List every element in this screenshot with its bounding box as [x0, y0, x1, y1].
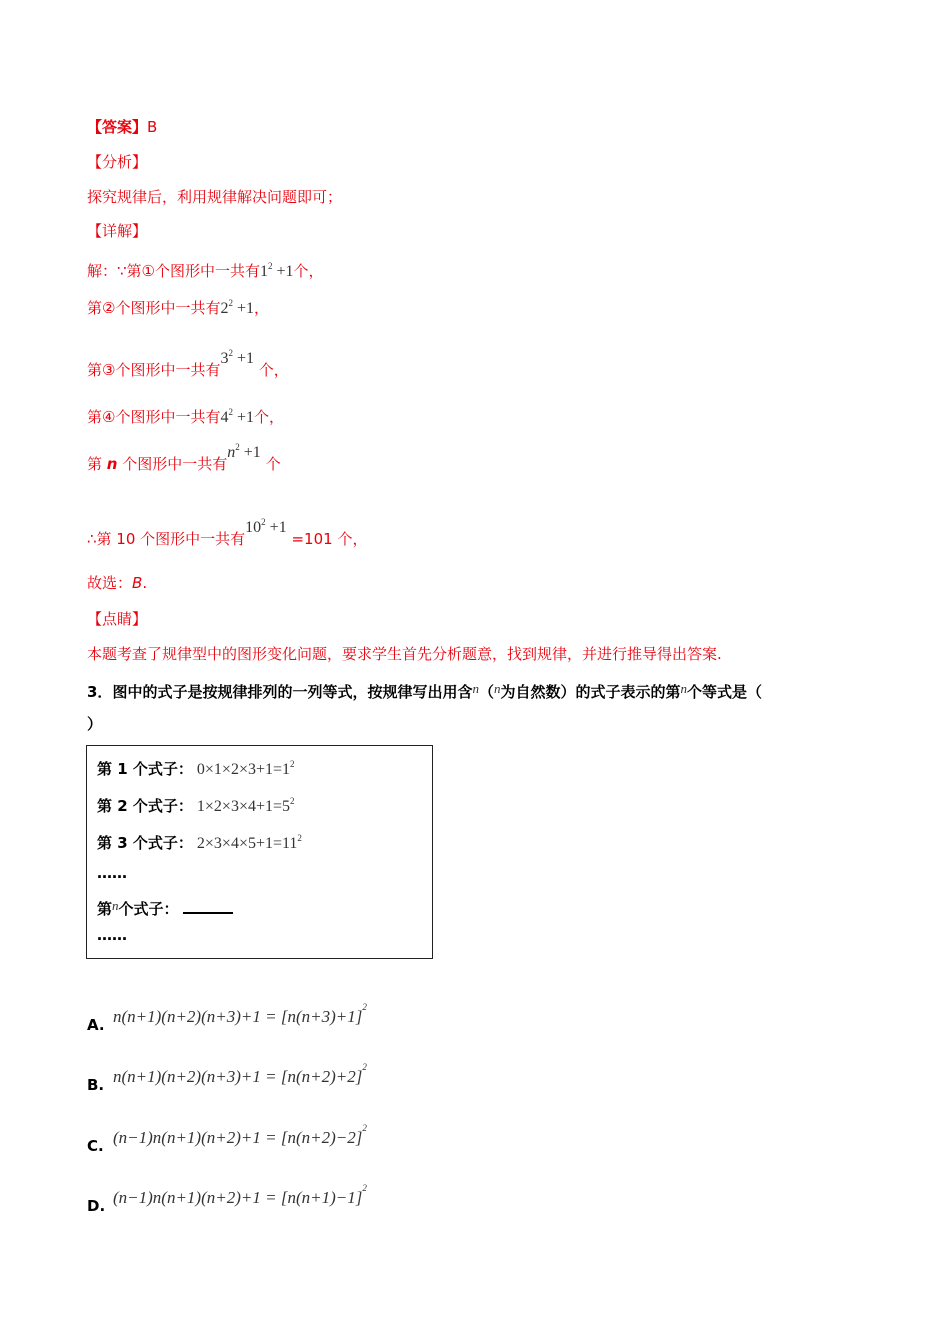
- pattern-row-n: 第n个式子：: [97, 898, 233, 919]
- pattern-row-3: 第 3 个式子： $2\times 3\times 4\times 5+1=11^2$: [97, 833, 302, 852]
- question-stem-end: ）: [87, 715, 103, 733]
- math-expression: $0\times 1\times 2\times 3+1=1^2$: [196, 759, 295, 778]
- comment-text: 本题考查了规律型中的图形变化问题，要求学生首先分析题意，找到规律，并进行推导得出答案.: [87, 645, 722, 663]
- question-stem: 3．图中的式子是按规律排列的一列等式，按规律写出用含n（n为自然数）的式子表示的第n个等式是（: [87, 681, 762, 701]
- conclusion-line: 故选：B.: [87, 574, 148, 592]
- pattern-row-1: 第 1 个式子： $0\times 1\times 2\times 3+1=1^2$: [97, 759, 295, 778]
- option-formula: $(n-1)n(n+1)(n+2)+1 = [n(n+1)-1]^2$: [113, 1183, 367, 1207]
- detail-line-2: 第②个图形中一共有$2^2 +1$，: [87, 298, 269, 317]
- detail-label: 【详解】: [87, 222, 148, 240]
- option-label: B.: [87, 1076, 105, 1094]
- math-expression: $2\times 3\times 4\times 5+1=11^2$: [196, 833, 302, 852]
- math-expression: $2^2 +1$: [220, 298, 254, 317]
- option-formula: $(n-1)n(n+1)(n+2)+1 = [n(n+2)-2]^2$: [113, 1123, 367, 1147]
- option-c[interactable]: [87, 1123, 367, 1155]
- option-label: D.: [87, 1197, 106, 1215]
- option-formula: $n(n+1)(n+2)(n+3)+1 = [n(n+2)+2]^2$: [113, 1062, 367, 1086]
- option-label: A.: [87, 1016, 105, 1034]
- detail-line-4: 第④个图形中一共有$4^2 +1$个，: [87, 407, 284, 426]
- comment-label: 【点睛】: [87, 610, 148, 628]
- option-a[interactable]: [87, 1002, 367, 1034]
- math-expression: $1^2 +1$: [260, 261, 294, 280]
- math-expression: $4^2 +1$: [220, 407, 254, 426]
- detail-line-n: 第 n 个图形中一共有$n^2 +1$ 个: [87, 442, 281, 473]
- pattern-ellipsis-end: ……: [97, 926, 127, 944]
- pattern-row-2: 第 2 个式子： $1\times 2\times 3\times 4+1=5^2$: [97, 796, 295, 815]
- pattern-box: [86, 745, 433, 959]
- analysis-label: 【分析】: [87, 153, 148, 171]
- detail-line-1: 解：∵第①个图形中一共有$1^2 +1$个，: [87, 261, 324, 280]
- answer-value: B: [147, 118, 158, 136]
- answer-label: 【答案】: [87, 118, 148, 136]
- pattern-ellipsis: ……: [97, 864, 127, 882]
- detail-line-3: 第③个图形中一共有$3^2 +1$ 个，: [87, 348, 289, 379]
- question-number: 3．: [87, 683, 113, 701]
- option-formula: $n(n+1)(n+2)(n+3)+1 = [n(n+3)+1]^2$: [113, 1002, 367, 1026]
- option-d[interactable]: [87, 1183, 367, 1215]
- option-label: C.: [87, 1137, 104, 1155]
- math-expression: $10^2 +1$: [245, 517, 287, 536]
- analysis-text: 探究规律后，利用规律解决问题即可；: [87, 188, 343, 206]
- option-b[interactable]: [87, 1062, 367, 1094]
- answer-line: [87, 117, 157, 137]
- math-expression: $1\times 2\times 3\times 4+1=5^2$: [196, 796, 295, 815]
- math-expression: $3^2 +1$: [220, 348, 254, 367]
- math-expression: $n^2 +1$: [227, 442, 261, 461]
- answer-blank: [183, 900, 233, 914]
- detail-line-10: ∴第 10 个图形中一共有$10^2 +1 =101$ 个，: [87, 517, 368, 548]
